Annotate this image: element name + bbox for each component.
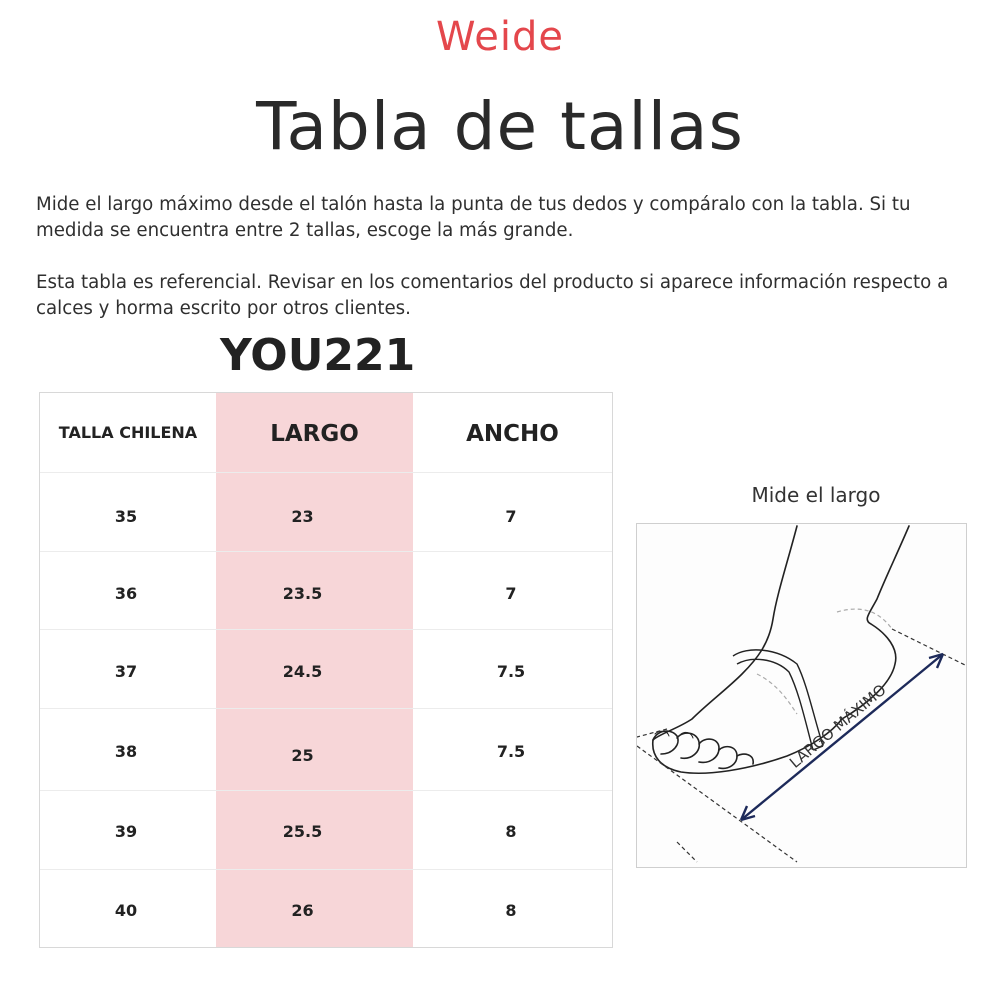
row-divider [40,551,612,552]
instruction-paragraph-2: Esta tabla es referencial. Revisar en los comentarios del producto si aparece información respecto a calces y horma escrito por otros clientes. [36,272,949,319]
header-largo: LARGO [270,421,359,447]
page-title: Tabla de tallas [256,88,744,165]
brand-logo: Weide [436,14,564,60]
cell-talla: 39 [114,822,138,841]
foot-illustration [636,523,967,868]
foot-drawing [637,524,968,869]
row-divider [40,472,612,473]
cell-ancho: 7.5 [496,742,526,761]
measure-caption: Mide el largo [751,483,881,507]
cell-largo: 25 [291,746,314,765]
row-divider [40,629,612,630]
row-divider [40,790,612,791]
largo-maximo-label: LARGO MÁXIMO [786,680,890,772]
size-table [39,392,613,948]
cell-largo: 24.5 [282,662,323,681]
cell-ancho: 8 [505,901,517,920]
cell-ancho: 8 [505,822,517,841]
cell-largo: 25.5 [282,822,323,841]
row-divider [40,869,612,870]
cell-largo: 23.5 [282,584,323,603]
cell-ancho: 7 [505,507,517,526]
cell-talla: 38 [114,742,138,761]
cell-talla: 36 [114,584,138,603]
cell-talla: 40 [114,901,138,920]
cell-largo: 26 [291,901,314,920]
instruction-paragraph-1: Mide el largo máximo desde el talón hasta la punta de tus dedos y compáralo con la tabla. Si tu medida se encuentra entre 2 tallas, escoge la más grande. [36,194,911,241]
cell-talla: 37 [114,662,138,681]
cell-ancho: 7.5 [496,662,526,681]
row-divider [40,708,612,709]
cell-largo: 23 [291,507,314,526]
header-ancho: ANCHO [466,421,559,447]
header-talla-chilena: TALLA CHILENA [58,423,198,442]
cell-ancho: 7 [505,584,517,603]
model-code: YOU221 [220,330,416,381]
cell-talla: 35 [114,507,138,526]
